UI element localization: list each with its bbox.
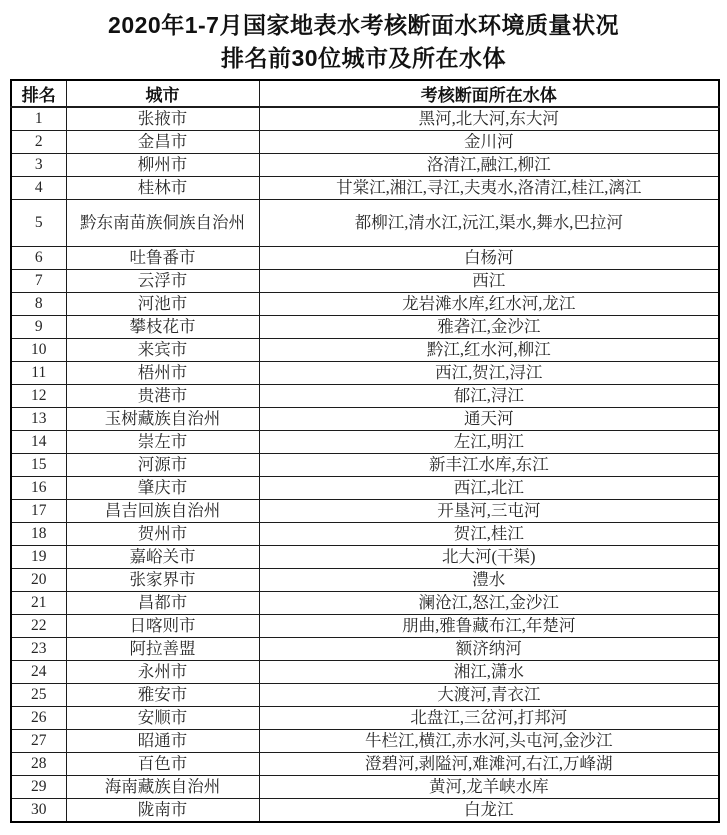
header-water: 考核断面所在水体	[259, 80, 719, 107]
rank-cell: 3	[11, 154, 66, 177]
table-row	[11, 154, 719, 177]
table-row	[11, 293, 719, 316]
city-cell: 昌都市	[66, 592, 259, 615]
rank-cell: 28	[11, 753, 66, 776]
waters-cell: 通天河	[259, 408, 719, 431]
city-cell: 昌吉回族自治州	[66, 500, 259, 523]
table-row	[11, 523, 719, 546]
waters-cell: 都柳江,清水江,沅江,渠水,舞水,巴拉河	[259, 200, 719, 247]
waters-cell: 湘江,潇水	[259, 661, 719, 684]
city-cell: 金昌市	[66, 131, 259, 154]
table-row	[11, 454, 719, 477]
rank-cell: 12	[11, 385, 66, 408]
table-row	[11, 247, 719, 270]
rank-cell: 16	[11, 477, 66, 500]
header-city: 城市	[66, 80, 259, 107]
waters-cell: 澜沧江,怒江,金沙江	[259, 592, 719, 615]
rank-cell: 14	[11, 431, 66, 454]
rank-cell: 4	[11, 177, 66, 200]
table-row	[11, 200, 719, 247]
waters-cell: 大渡河,青衣江	[259, 684, 719, 707]
document-title	[0, 0, 727, 75]
city-cell: 阿拉善盟	[66, 638, 259, 661]
rank-cell: 27	[11, 730, 66, 753]
rank-cell: 24	[11, 661, 66, 684]
table-row	[11, 684, 719, 707]
rank-cell: 18	[11, 523, 66, 546]
table-row	[11, 730, 719, 753]
city-cell: 嘉峪关市	[66, 546, 259, 569]
rank-cell: 2	[11, 131, 66, 154]
waters-cell: 额济纳河	[259, 638, 719, 661]
rank-cell: 1	[11, 107, 66, 131]
rank-cell: 20	[11, 569, 66, 592]
rank-cell: 5	[11, 200, 66, 247]
city-cell: 攀枝花市	[66, 316, 259, 339]
waters-cell: 郁江,浔江	[259, 385, 719, 408]
table-row	[11, 131, 719, 154]
city-cell: 云浮市	[66, 270, 259, 293]
table-row	[11, 270, 719, 293]
rank-cell: 9	[11, 316, 66, 339]
table-row	[11, 316, 719, 339]
table-row	[11, 707, 719, 730]
table-row	[11, 569, 719, 592]
table-row	[11, 339, 719, 362]
table-row	[11, 385, 719, 408]
city-cell: 百色市	[66, 753, 259, 776]
waters-cell: 北大河(干渠)	[259, 546, 719, 569]
table-row	[11, 500, 719, 523]
rank-cell: 10	[11, 339, 66, 362]
waters-cell: 金川河	[259, 131, 719, 154]
header-rank: 排名	[11, 80, 66, 107]
rank-cell: 13	[11, 408, 66, 431]
city-cell: 玉树藏族自治州	[66, 408, 259, 431]
city-cell: 吐鲁番市	[66, 247, 259, 270]
waters-cell: 北盘江,三岔河,打邦河	[259, 707, 719, 730]
table-row	[11, 615, 719, 638]
waters-cell: 牛栏江,横江,赤水河,头屯河,金沙江	[259, 730, 719, 753]
waters-cell: 雅砻江,金沙江	[259, 316, 719, 339]
table-row	[11, 477, 719, 500]
waters-cell: 澄碧河,剥隘河,难滩河,右江,万峰湖	[259, 753, 719, 776]
waters-cell: 澧水	[259, 569, 719, 592]
city-cell: 雅安市	[66, 684, 259, 707]
rank-cell: 29	[11, 776, 66, 799]
table-row	[11, 753, 719, 776]
waters-cell: 甘棠江,湘江,寻江,夫夷水,洛清江,桂江,漓江	[259, 177, 719, 200]
waters-cell: 黔江,红水河,柳江	[259, 339, 719, 362]
table-row	[11, 592, 719, 615]
waters-cell: 白杨河	[259, 247, 719, 270]
header-row	[11, 80, 719, 107]
title-line-1: 2020年1-7月国家地表水考核断面水环境质量状况	[108, 12, 619, 38]
rank-cell: 15	[11, 454, 66, 477]
rank-cell: 6	[11, 247, 66, 270]
table-row	[11, 661, 719, 684]
rank-cell: 7	[11, 270, 66, 293]
waters-cell: 西江	[259, 270, 719, 293]
waters-cell: 黄河,龙羊峡水库	[259, 776, 719, 799]
city-cell: 来宾市	[66, 339, 259, 362]
rank-cell: 11	[11, 362, 66, 385]
city-cell: 崇左市	[66, 431, 259, 454]
city-cell: 黔东南苗族侗族自治州	[66, 200, 259, 247]
table-row	[11, 799, 719, 823]
waters-cell: 龙岩滩水库,红水河,龙江	[259, 293, 719, 316]
table-row	[11, 776, 719, 799]
rank-cell: 23	[11, 638, 66, 661]
rank-cell: 19	[11, 546, 66, 569]
waters-cell: 贺江,桂江	[259, 523, 719, 546]
city-cell: 张家界市	[66, 569, 259, 592]
waters-cell: 新丰江水库,东江	[259, 454, 719, 477]
city-cell: 贺州市	[66, 523, 259, 546]
city-cell: 肇庆市	[66, 477, 259, 500]
city-cell: 梧州市	[66, 362, 259, 385]
table-row	[11, 362, 719, 385]
city-cell: 海南藏族自治州	[66, 776, 259, 799]
city-cell: 贵港市	[66, 385, 259, 408]
city-cell: 河源市	[66, 454, 259, 477]
table-row	[11, 177, 719, 200]
table-row	[11, 408, 719, 431]
waters-cell: 开垦河,三屯河	[259, 500, 719, 523]
rank-cell: 22	[11, 615, 66, 638]
city-cell: 日喀则市	[66, 615, 259, 638]
waters-cell: 黑河,北大河,东大河	[259, 107, 719, 131]
city-cell: 安顺市	[66, 707, 259, 730]
rank-cell: 21	[11, 592, 66, 615]
waters-cell: 西江,北江	[259, 477, 719, 500]
table-body	[11, 107, 719, 822]
city-cell: 张掖市	[66, 107, 259, 131]
ranking-table	[10, 79, 720, 823]
waters-cell: 左江,明江	[259, 431, 719, 454]
rank-cell: 17	[11, 500, 66, 523]
rank-cell: 30	[11, 799, 66, 823]
table-row	[11, 546, 719, 569]
city-cell: 永州市	[66, 661, 259, 684]
waters-cell: 洛清江,融江,柳江	[259, 154, 719, 177]
waters-cell: 朋曲,雅鲁藏布江,年楚河	[259, 615, 719, 638]
rank-cell: 8	[11, 293, 66, 316]
city-cell: 陇南市	[66, 799, 259, 823]
rank-cell: 25	[11, 684, 66, 707]
table-row	[11, 107, 719, 131]
table-row	[11, 638, 719, 661]
table-row	[11, 431, 719, 454]
city-cell: 河池市	[66, 293, 259, 316]
city-cell: 桂林市	[66, 177, 259, 200]
city-cell: 昭通市	[66, 730, 259, 753]
rank-cell: 26	[11, 707, 66, 730]
waters-cell: 西江,贺江,浔江	[259, 362, 719, 385]
title-line-2: 排名前30位城市及所在水体	[220, 45, 507, 71]
city-cell: 柳州市	[66, 154, 259, 177]
waters-cell: 白龙江	[259, 799, 719, 823]
